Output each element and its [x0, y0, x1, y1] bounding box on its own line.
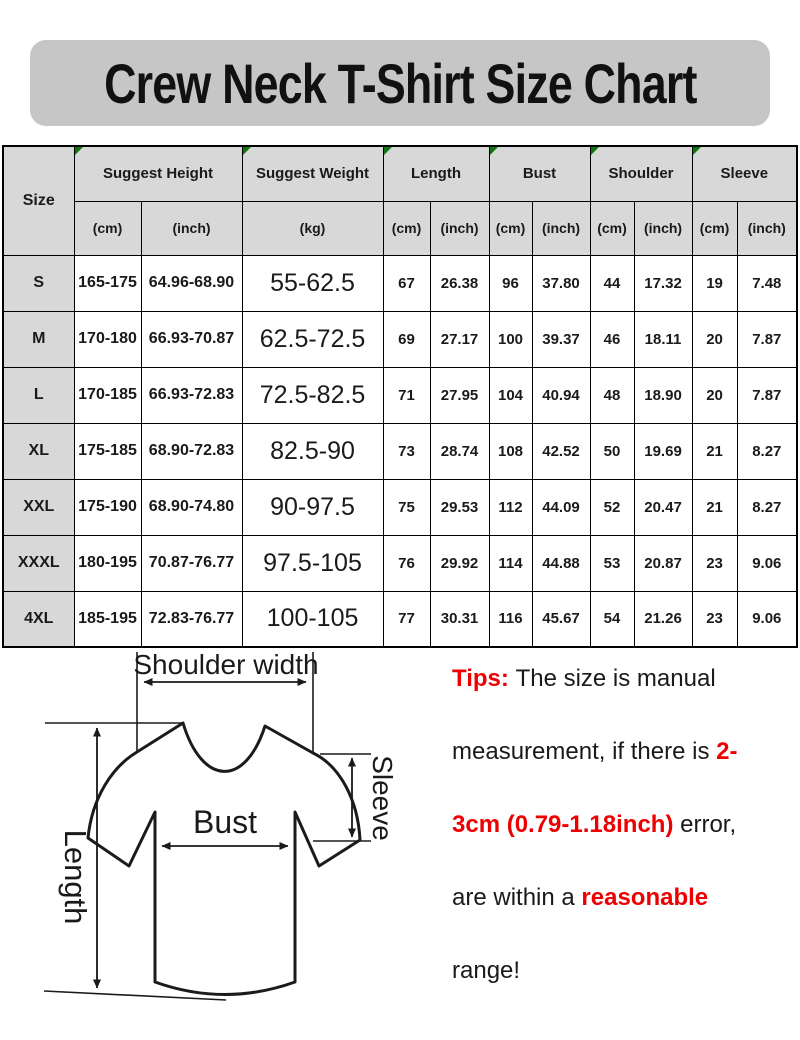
table-cell: 69 — [383, 311, 430, 367]
table-row — [3, 535, 797, 591]
unit-inch: (inch) — [141, 201, 242, 255]
page-title: Crew Neck T-Shirt Size Chart — [103, 51, 697, 115]
table-cell: 21 — [692, 479, 737, 535]
tips-line — [452, 642, 796, 715]
table-cell: 67 — [383, 255, 430, 311]
table-cell: 66.93-70.87 — [141, 311, 242, 367]
table-cell: 90-97.5 — [242, 479, 383, 535]
table-cell: 29.92 — [430, 535, 489, 591]
table-cell: 7.87 — [737, 311, 797, 367]
table-cell: 114 — [489, 535, 532, 591]
unit-inch: (inch) — [532, 201, 590, 255]
tips-text: The size is manual — [515, 665, 716, 692]
tips-highlight: 2- — [716, 738, 738, 765]
tips-text: range! — [452, 957, 521, 984]
size-table — [2, 145, 798, 648]
tips-text: error, — [673, 811, 737, 838]
unit-cm: (cm) — [74, 201, 141, 255]
header-bust — [489, 146, 590, 201]
unit-cm: (cm) — [590, 201, 634, 255]
comment-triangle-icon — [384, 147, 392, 155]
header-label: Sleeve — [720, 165, 769, 183]
size-label: S — [3, 255, 74, 311]
comment-triangle-icon — [490, 147, 498, 155]
table-cell: 100 — [489, 311, 532, 367]
header-sleeve — [692, 146, 797, 201]
table-cell: 21.26 — [634, 591, 692, 647]
table-cell: 21 — [692, 423, 737, 479]
table-cell: 100-105 — [242, 591, 383, 647]
table-cell: 19 — [692, 255, 737, 311]
table-cell: 70.87-76.77 — [141, 535, 242, 591]
table-cell: 180-195 — [74, 535, 141, 591]
header-size: Size — [3, 146, 74, 255]
header-label: Suggest Height — [103, 165, 214, 183]
header-suggest-weight — [242, 146, 383, 201]
table-cell: 116 — [489, 591, 532, 647]
title-banner — [30, 40, 770, 126]
table-cell: 39.37 — [532, 311, 590, 367]
table-cell: 20 — [692, 311, 737, 367]
table-cell: 170-185 — [74, 367, 141, 423]
tips-highlight: 3cm (0.79-1.18inch) — [452, 811, 674, 838]
bust-label: Bust — [192, 804, 258, 840]
table-cell: 18.90 — [634, 367, 692, 423]
table-cell: 9.06 — [737, 591, 797, 647]
table-cell: 175-185 — [74, 423, 141, 479]
table-cell: 20.87 — [634, 535, 692, 591]
header-label: Length — [411, 165, 462, 183]
table-cell: 76 — [383, 535, 430, 591]
tips-line — [452, 788, 796, 861]
table-cell: 18.11 — [634, 311, 692, 367]
header-shoulder — [590, 146, 692, 201]
table-cell: 48 — [590, 367, 634, 423]
table-cell: 50 — [590, 423, 634, 479]
size-label: XXL — [3, 479, 74, 535]
table-row — [3, 367, 797, 423]
size-label: M — [3, 311, 74, 367]
table-cell: 108 — [489, 423, 532, 479]
table-cell: 54 — [590, 591, 634, 647]
table-cell: 46 — [590, 311, 634, 367]
length-label: Length — [58, 829, 93, 925]
tips-highlight: Tips: — [452, 665, 516, 692]
table-cell: 75 — [383, 479, 430, 535]
table-cell: 27.17 — [430, 311, 489, 367]
header-label: Suggest Weight — [255, 165, 370, 183]
table-cell: 77 — [383, 591, 430, 647]
unit-cm: (cm) — [489, 201, 532, 255]
table-cell: 82.5-90 — [242, 423, 383, 479]
table-cell: 97.5-105 — [242, 535, 383, 591]
table-row — [3, 591, 797, 647]
comment-triangle-icon — [693, 147, 701, 155]
table-cell: 73 — [383, 423, 430, 479]
table-cell: 72.5-82.5 — [242, 367, 383, 423]
table-cell: 112 — [489, 479, 532, 535]
tips-line — [452, 934, 796, 1007]
table-cell: 72.83-76.77 — [141, 591, 242, 647]
table-cell: 104 — [489, 367, 532, 423]
unit-inch: (inch) — [737, 201, 797, 255]
table-row — [3, 255, 797, 311]
table-cell: 170-180 — [74, 311, 141, 367]
tips-text: are within a — [452, 884, 582, 911]
table-cell: 66.93-72.83 — [141, 367, 242, 423]
table-cell: 8.27 — [737, 423, 797, 479]
table-cell: 37.80 — [532, 255, 590, 311]
tips — [452, 642, 796, 1007]
unit-cm: (cm) — [692, 201, 737, 255]
comment-triangle-icon — [243, 147, 251, 155]
shoulder-width-label: Shoulder width — [133, 649, 319, 680]
tips-highlight: reasonable — [581, 884, 709, 911]
table-cell: 8.27 — [737, 479, 797, 535]
table-cell: 96 — [489, 255, 532, 311]
table-cell: 55-62.5 — [242, 255, 383, 311]
table-cell: 68.90-72.83 — [141, 423, 242, 479]
size-label: 4XL — [3, 591, 74, 647]
table-cell: 17.32 — [634, 255, 692, 311]
table-cell: 9.06 — [737, 535, 797, 591]
table-cell: 29.53 — [430, 479, 489, 535]
table-cell: 175-190 — [74, 479, 141, 535]
table-cell: 26.38 — [430, 255, 489, 311]
header-label: Bust — [522, 165, 557, 183]
table-row — [3, 311, 797, 367]
table-cell: 20.47 — [634, 479, 692, 535]
table-row — [3, 423, 797, 479]
table-cell: 165-175 — [74, 255, 141, 311]
table-cell: 44 — [590, 255, 634, 311]
table-cell: 23 — [692, 591, 737, 647]
table-cell: 20 — [692, 367, 737, 423]
table-cell: 44.09 — [532, 479, 590, 535]
unit-inch: (inch) — [634, 201, 692, 255]
tshirt-measure-diagram — [20, 640, 440, 1040]
header-label: Shoulder — [608, 165, 674, 183]
tips-text: measurement, if there is — [452, 738, 717, 765]
table-cell: 185-195 — [74, 591, 141, 647]
size-label: XXXL — [3, 535, 74, 591]
table-cell: 53 — [590, 535, 634, 591]
header-length — [383, 146, 489, 201]
table-cell: 28.74 — [430, 423, 489, 479]
table-cell: 27.95 — [430, 367, 489, 423]
table-cell: 40.94 — [532, 367, 590, 423]
comment-triangle-icon — [75, 147, 83, 155]
table-cell: 23 — [692, 535, 737, 591]
table-cell: 71 — [383, 367, 430, 423]
table-cell: 68.90-74.80 — [141, 479, 242, 535]
table-cell: 62.5-72.5 — [242, 311, 383, 367]
size-label: L — [3, 367, 74, 423]
size-label: XL — [3, 423, 74, 479]
tips-line — [452, 715, 796, 788]
table-cell: 7.87 — [737, 367, 797, 423]
table-cell: 64.96-68.90 — [141, 255, 242, 311]
table-cell: 42.52 — [532, 423, 590, 479]
table-row — [3, 479, 797, 535]
table-cell: 7.48 — [737, 255, 797, 311]
table-cell: 52 — [590, 479, 634, 535]
table-cell: 30.31 — [430, 591, 489, 647]
table-cell: 19.69 — [634, 423, 692, 479]
table-cell: 44.88 — [532, 535, 590, 591]
tips-line — [452, 861, 796, 934]
header-suggest-height — [74, 146, 242, 201]
unit-inch: (inch) — [430, 201, 489, 255]
size-table-body — [3, 255, 797, 647]
comment-triangle-icon — [591, 147, 599, 155]
sleeve-label: Sleeve — [367, 755, 398, 841]
unit-cm: (cm) — [383, 201, 430, 255]
unit-kg: (kg) — [242, 201, 383, 255]
tshirt-outline — [88, 723, 360, 995]
table-cell: 45.67 — [532, 591, 590, 647]
